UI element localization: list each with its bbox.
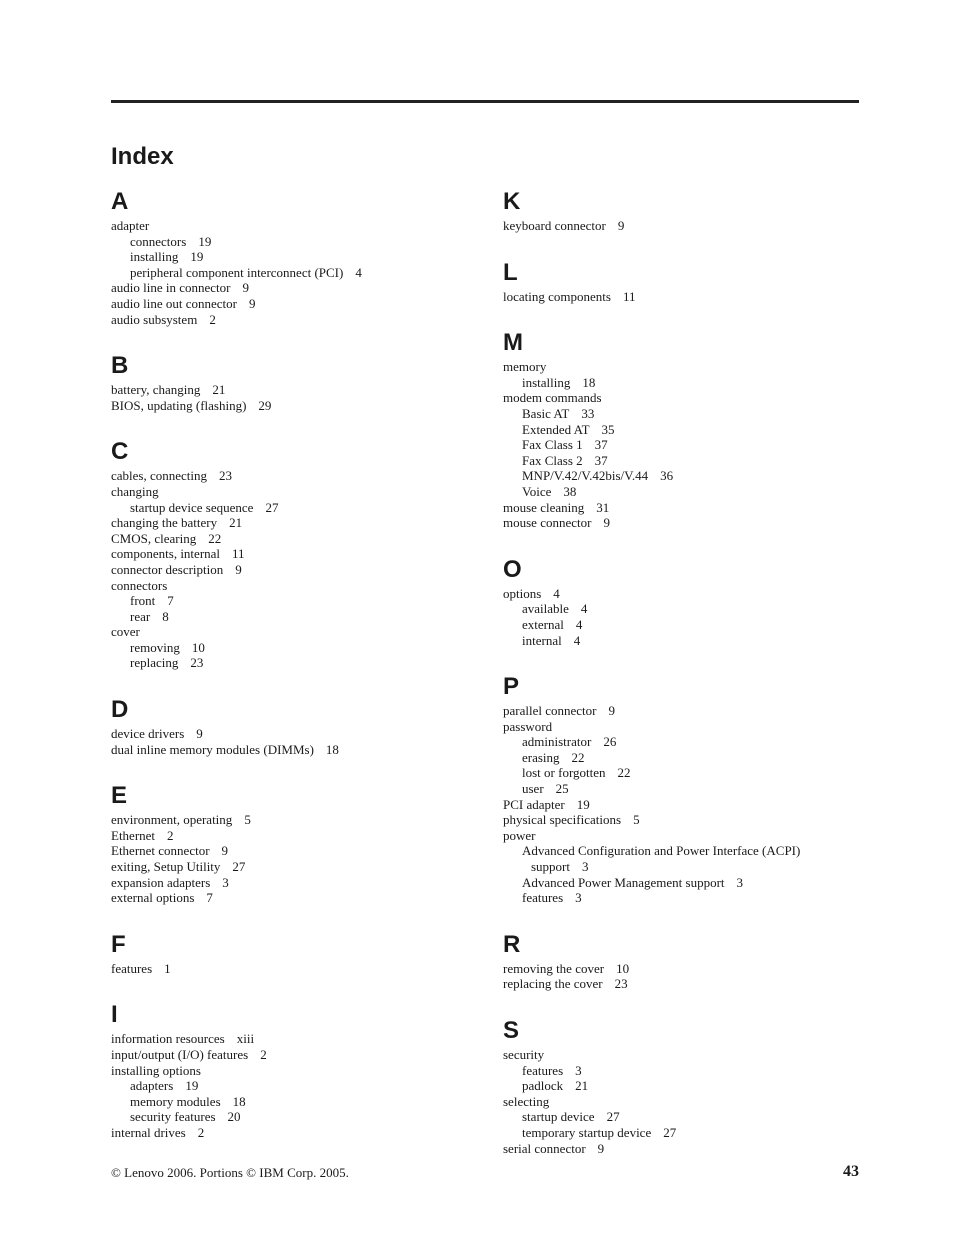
entry-page-ref[interactable]: 22 — [208, 530, 222, 546]
index-entry — [111, 726, 481, 742]
entry-page-ref[interactable]: 35 — [601, 421, 615, 437]
entry-term: locating components — [503, 288, 611, 304]
index-subentry — [503, 375, 873, 391]
index-section-m — [503, 326, 873, 531]
entry-term: mouse cleaning — [503, 499, 585, 515]
entry-term: features — [522, 890, 564, 906]
index-entry — [111, 624, 481, 640]
entry-term: mouse connector — [503, 515, 592, 531]
index-subentry — [503, 1078, 873, 1094]
index-section-l — [503, 256, 873, 305]
entry-term: support — [531, 859, 570, 875]
index-subentry — [503, 1063, 873, 1079]
index-subentry — [111, 234, 481, 250]
index-entry — [503, 812, 873, 828]
entry-term: startup device sequence — [130, 499, 254, 515]
index-entry — [503, 500, 873, 516]
entry-term: components, internal — [111, 546, 221, 562]
entry-page-ref[interactable]: 21 — [575, 1078, 589, 1094]
index-subentry — [111, 655, 481, 671]
entry-term: features — [111, 960, 153, 976]
index-section-a — [111, 185, 481, 327]
entry-term: BIOS, updating (flashing) — [111, 397, 247, 413]
index-entry — [503, 390, 873, 406]
entry-page-ref[interactable]: 10 — [191, 639, 205, 655]
entry-term: security features — [130, 1109, 216, 1125]
entry-term: environment, operating — [111, 812, 233, 828]
index-entry-list — [503, 1047, 873, 1156]
index-section-c — [111, 435, 481, 671]
entry-term: padlock — [522, 1078, 564, 1094]
index-section-e — [111, 779, 481, 906]
entry-page-ref[interactable]: 9 — [242, 280, 249, 296]
entry-term: Extended AT — [522, 421, 590, 437]
section-letter: L — [503, 258, 518, 286]
index-entry-list — [111, 1031, 481, 1140]
entry-page-ref[interactable]: 7 — [167, 593, 174, 609]
index-entry — [111, 859, 481, 875]
index-section-f — [111, 928, 481, 977]
index-entry — [111, 961, 481, 977]
entry-term: Ethernet — [111, 827, 156, 843]
entry-page-ref[interactable]: 4 — [553, 585, 560, 601]
entry-term: security — [503, 1047, 545, 1062]
index-entry — [111, 515, 481, 531]
entry-page-ref[interactable]: 37 — [594, 437, 608, 453]
index-entry — [503, 1141, 873, 1157]
index-subentry — [111, 640, 481, 656]
index-section-s — [503, 1014, 873, 1156]
index-subentry — [503, 765, 873, 781]
index-entry — [503, 976, 873, 992]
entry-page-ref[interactable]: 10 — [616, 960, 630, 976]
entry-page-ref[interactable]: 22 — [571, 749, 585, 765]
entry-term: installing options — [111, 1062, 201, 1078]
entry-page-ref[interactable]: 19 — [190, 249, 204, 265]
entry-page-ref[interactable]: 19 — [185, 1078, 199, 1094]
index-entry — [111, 812, 481, 828]
section-letter: I — [111, 1001, 118, 1029]
section-letter: R — [503, 930, 521, 958]
entry-term: removing — [130, 639, 180, 655]
entry-page-ref[interactable]: 21 — [229, 515, 243, 531]
index-entry — [111, 280, 481, 296]
index-subentry — [503, 406, 873, 422]
footer-page-number: 43 — [843, 1163, 859, 1180]
entry-term: connector description — [111, 561, 224, 577]
entry-page-ref[interactable]: 9 — [603, 515, 610, 531]
entry-page-ref[interactable]: 27 — [265, 499, 279, 515]
index-subentry — [111, 1078, 481, 1094]
index-entry — [503, 719, 873, 735]
index-entry — [503, 828, 873, 844]
index-entry — [503, 218, 873, 234]
entry-page-ref[interactable]: 31 — [596, 499, 610, 515]
index-entry-list — [111, 812, 481, 906]
index-entry-list — [503, 218, 873, 234]
entry-term: power — [503, 827, 536, 843]
entry-page-ref[interactable]: 4 — [355, 264, 362, 280]
entry-term: erasing — [522, 749, 560, 765]
index-section-d — [111, 693, 481, 757]
entry-term: parallel connector — [503, 703, 597, 719]
index-entry-list — [111, 468, 481, 671]
index-subentry — [503, 601, 873, 617]
entry-term: Basic AT — [522, 405, 570, 421]
index-entry-list — [111, 218, 481, 327]
section-letter: E — [111, 782, 128, 810]
index-entry — [503, 586, 873, 602]
entry-page-ref[interactable]: 19 — [576, 796, 590, 812]
section-letter: A — [111, 188, 129, 215]
section-letter: O — [503, 555, 522, 583]
entry-page-ref[interactable]: 38 — [563, 483, 577, 499]
entry-term: adapter — [111, 218, 150, 233]
index-entry-list — [503, 359, 873, 531]
entry-term: PCI adapter — [503, 796, 565, 812]
entry-term: installing — [130, 249, 179, 265]
entry-page-ref[interactable]: 26 — [603, 734, 617, 750]
entry-page-ref[interactable]: 18 — [582, 374, 596, 390]
index-entry — [111, 1031, 481, 1047]
index-entry — [111, 382, 481, 398]
entry-page-ref[interactable]: 2 — [167, 827, 174, 843]
index-entry-list — [111, 961, 481, 977]
index-subentry — [503, 617, 873, 633]
entry-page-ref[interactable]: 9 — [221, 843, 229, 859]
index-entry — [111, 531, 481, 547]
index-entry — [111, 1125, 481, 1141]
entry-page-ref[interactable]: 2 — [209, 311, 216, 327]
entry-term: replacing — [130, 655, 179, 671]
entry-term: connectors — [111, 577, 168, 593]
index-entry — [111, 484, 481, 500]
entry-term: memory modules — [130, 1093, 221, 1109]
entry-page-ref[interactable]: 2 — [197, 1124, 205, 1140]
section-letter: S — [503, 1017, 520, 1044]
entry-term: connectors — [130, 233, 187, 249]
entry-term: Advanced Configuration and Power Interface (ACPI) — [522, 843, 801, 859]
index-section-p — [503, 670, 873, 906]
index-subentry — [503, 422, 873, 438]
index-entry-list — [503, 961, 873, 992]
index-subentry — [503, 875, 873, 891]
index-subentry — [503, 750, 873, 766]
index-entry — [111, 742, 481, 758]
index-entry — [111, 218, 481, 234]
entry-page-ref[interactable]: 37 — [594, 452, 608, 468]
index-section-i — [111, 998, 481, 1140]
entry-term: Voice — [522, 483, 552, 499]
entry-page-ref[interactable]: 29 — [258, 397, 272, 413]
index-entry-list — [503, 586, 873, 648]
entry-term: features — [522, 1062, 564, 1078]
index-section-k — [503, 185, 873, 234]
index-column-right — [503, 185, 873, 1156]
index-entry — [503, 515, 873, 531]
entry-term: MNP/V.42/V.42bis/V.44 — [522, 468, 649, 484]
entry-page-ref[interactable]: 5 — [244, 812, 251, 828]
entry-page-ref[interactable]: xiii — [236, 1031, 255, 1047]
entry-page-ref[interactable]: 27 — [606, 1109, 620, 1125]
index-entry-list — [111, 726, 481, 757]
entry-page-ref[interactable]: 20 — [227, 1109, 241, 1125]
entry-page-ref[interactable]: 23 — [614, 976, 628, 992]
entry-page-ref[interactable]: 23 — [219, 468, 233, 484]
entry-term: internal — [522, 632, 562, 648]
section-letter: B — [111, 352, 129, 380]
entry-term: Fax Class 1 — [522, 437, 583, 453]
index-subentry — [503, 453, 873, 469]
index-entry — [503, 703, 873, 719]
section-letter: M — [503, 329, 523, 357]
entry-term: administrator — [522, 734, 592, 750]
entry-term: replacing the cover — [503, 976, 603, 992]
index-entry — [111, 890, 481, 906]
footer-copyright: © Lenovo 2006. Portions © IBM Corp. 2005. — [111, 1165, 349, 1180]
section-letter: K — [503, 188, 521, 215]
index-entry — [503, 797, 873, 813]
entry-page-ref[interactable]: 9 — [196, 726, 203, 742]
entry-term: rear — [130, 608, 151, 624]
index-entry — [111, 468, 481, 484]
entry-page-ref[interactable]: 21 — [212, 382, 226, 398]
entry-term: external options — [111, 890, 195, 906]
entry-page-ref[interactable]: 9 — [235, 561, 242, 577]
entry-term: audio line in connector — [111, 280, 231, 296]
index-entry — [111, 1063, 481, 1079]
section-letter: C — [111, 438, 129, 466]
index-entry — [111, 562, 481, 578]
entry-page-ref[interactable]: 25 — [555, 781, 569, 797]
entry-page-ref[interactable]: 4 — [580, 601, 588, 617]
entry-page-ref[interactable]: 22 — [617, 765, 631, 781]
entry-term: external — [522, 616, 564, 632]
entry-term: audio line out connector — [111, 295, 237, 311]
index-subentry — [503, 843, 873, 859]
entry-page-ref[interactable]: 3 — [582, 859, 589, 875]
entry-page-ref[interactable]: 18 — [325, 741, 339, 757]
index-entry — [503, 1094, 873, 1110]
entry-term: internal drives — [111, 1124, 186, 1140]
entry-term: options — [503, 585, 542, 601]
index-subentry — [503, 468, 873, 484]
entry-page-ref[interactable]: 36 — [660, 468, 674, 484]
index-entry — [111, 843, 481, 859]
section-letter: P — [503, 673, 520, 701]
entry-term: physical specifications — [503, 812, 622, 828]
index-subentry — [111, 593, 481, 609]
entry-term: removing the cover — [503, 960, 605, 976]
entry-page-ref[interactable]: 27 — [663, 1124, 677, 1140]
index-entry — [503, 1047, 873, 1063]
entry-term: serial connector — [503, 1140, 586, 1156]
entry-term: input/output (I/O) features — [111, 1047, 249, 1062]
entry-term: battery, changing — [111, 382, 201, 398]
index-section-r — [503, 928, 873, 992]
index-subentry — [111, 249, 481, 265]
entry-term: exiting, Setup Utility — [111, 859, 221, 875]
index-subentry — [503, 484, 873, 500]
entry-term: temporary startup device — [522, 1124, 652, 1140]
index-subentry — [503, 859, 873, 875]
entry-term: peripheral component interconnect (PCI) — [130, 264, 344, 280]
index-entry — [111, 296, 481, 312]
index-subentry — [111, 1094, 481, 1110]
entry-term: cover — [111, 624, 140, 640]
entry-page-ref[interactable]: 9 — [608, 703, 615, 719]
index-subentry — [503, 633, 873, 649]
index-subentry — [111, 1109, 481, 1125]
entry-term: installing — [522, 374, 571, 390]
entry-term: Fax Class 2 — [522, 452, 583, 468]
index-subentry — [111, 500, 481, 516]
entry-page-ref[interactable]: 4 — [575, 616, 583, 632]
entry-term: device drivers — [111, 726, 185, 742]
index-section-o — [503, 553, 873, 648]
entry-page-ref[interactable]: 9 — [249, 295, 256, 311]
entry-page-ref[interactable]: 27 — [232, 859, 246, 875]
index-entry — [111, 312, 481, 328]
index-subentry — [503, 734, 873, 750]
index-subentry — [503, 437, 873, 453]
index-entry-list — [111, 382, 481, 413]
index-entry — [111, 398, 481, 414]
entry-term: user — [522, 781, 544, 797]
index-entry — [503, 359, 873, 375]
entry-term: expansion adapters — [111, 874, 211, 890]
section-letter: D — [111, 696, 129, 724]
entry-term: information resources — [111, 1031, 225, 1047]
index-subentry — [503, 1125, 873, 1141]
entry-term: available — [522, 601, 569, 617]
index-subentry — [111, 609, 481, 625]
index-entry — [111, 546, 481, 562]
entry-term: selecting — [503, 1093, 550, 1109]
entry-page-ref[interactable]: 3 — [575, 890, 582, 906]
entry-term: front — [130, 593, 156, 609]
index-subentry — [503, 781, 873, 797]
index-subentry — [503, 1109, 873, 1125]
entry-page-ref[interactable]: 11 — [622, 288, 636, 304]
entry-page-ref[interactable]: 5 — [633, 812, 640, 828]
entry-term: Advanced Power Management support — [522, 874, 725, 890]
entry-page-ref[interactable]: 23 — [190, 655, 204, 671]
entry-term: startup device — [522, 1109, 595, 1125]
index-entry — [503, 289, 873, 305]
index-entry — [503, 961, 873, 977]
entry-page-ref[interactable]: 9 — [617, 218, 625, 233]
index-section-b — [111, 349, 481, 413]
entry-term: changing the battery — [111, 515, 218, 531]
entry-term: keyboard connector — [503, 218, 606, 233]
entry-term: password — [503, 718, 553, 734]
entry-term: audio subsystem — [111, 311, 198, 327]
entry-term: CMOS, clearing — [111, 530, 197, 546]
entry-term: changing — [111, 483, 159, 499]
index-entry — [111, 578, 481, 594]
entry-page-ref[interactable]: 1 — [164, 960, 171, 976]
entry-term: modem commands — [503, 390, 602, 406]
entry-term: lost or forgotten — [522, 765, 606, 781]
entry-page-ref[interactable]: 3 — [736, 874, 744, 890]
section-letter: F — [111, 930, 126, 958]
index-column-left — [111, 185, 481, 1141]
entry-page-ref[interactable]: 8 — [162, 608, 169, 624]
entry-page-ref[interactable]: 19 — [198, 233, 212, 249]
entry-term: dual inline memory modules (DIMMs) — [111, 741, 314, 757]
entry-term: adapters — [130, 1078, 174, 1094]
entry-page-ref[interactable]: 2 — [260, 1047, 267, 1062]
entry-term: memory — [503, 359, 547, 375]
entry-page-ref[interactable]: 33 — [581, 405, 595, 421]
entry-page-ref[interactable]: 18 — [232, 1093, 246, 1109]
entry-page-ref[interactable]: 9 — [597, 1140, 605, 1156]
index-subentry — [503, 890, 873, 906]
index-subentry — [111, 265, 481, 281]
entry-page-ref[interactable]: 11 — [232, 546, 245, 562]
entry-page-ref[interactable]: 3 — [575, 1062, 582, 1078]
header-rule — [111, 100, 859, 103]
index-entry-list — [503, 703, 873, 906]
entry-page-ref[interactable]: 3 — [222, 874, 229, 890]
entry-page-ref[interactable]: 4 — [573, 632, 581, 648]
index-entry — [111, 828, 481, 844]
entry-term: cables, connecting — [111, 468, 208, 484]
index-entry-list — [503, 289, 873, 305]
page-title: Index — [111, 143, 174, 170]
index-entry — [111, 1047, 481, 1063]
entry-page-ref[interactable]: 7 — [206, 890, 213, 906]
entry-term: Ethernet connector — [111, 843, 210, 859]
index-entry — [111, 875, 481, 891]
